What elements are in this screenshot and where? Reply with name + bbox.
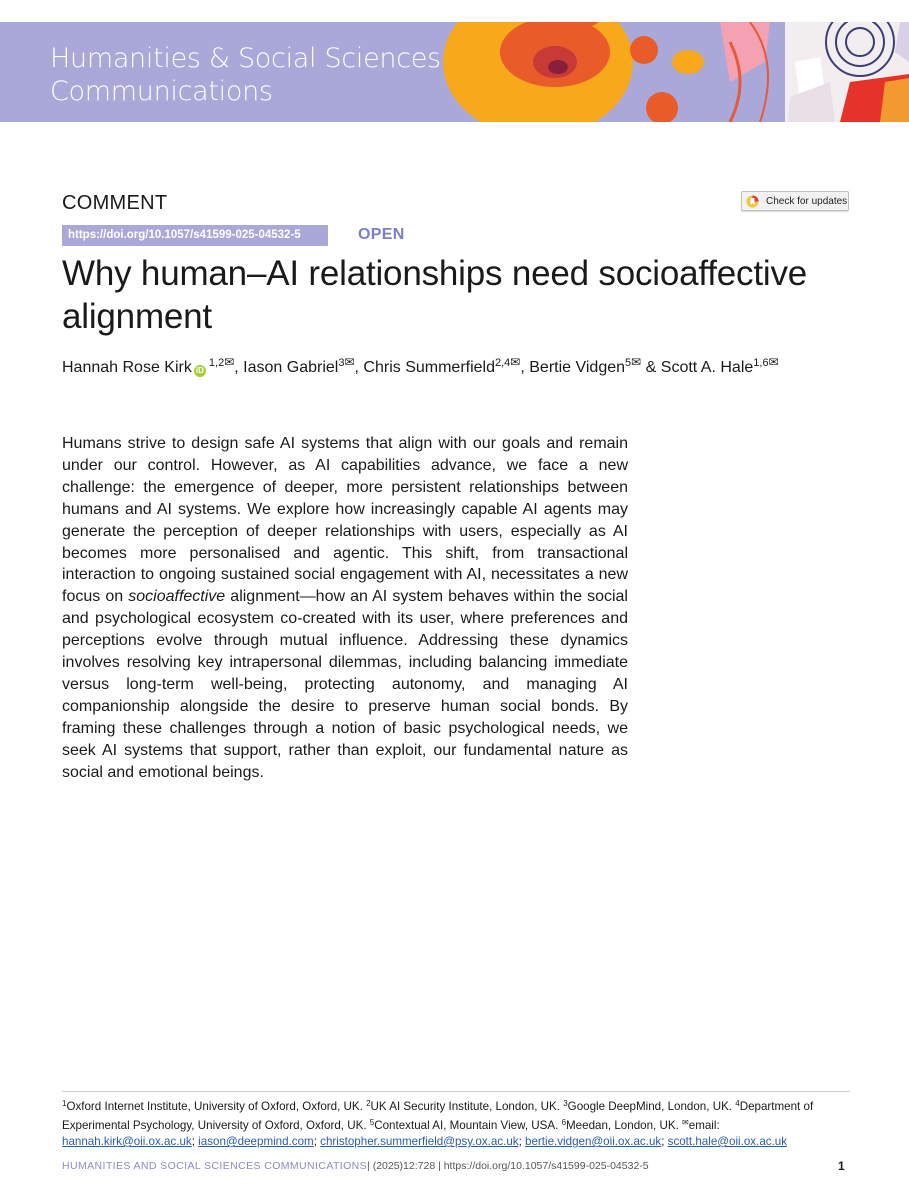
email-icon: ✉ (682, 1118, 689, 1127)
author-affiliation: 1,6✉ (753, 355, 779, 369)
footer-journal-name[interactable]: HUMANITIES AND SOCIAL SCIENCES COMMUNICATIONS (62, 1160, 368, 1172)
footnote-number: 6 (561, 1118, 567, 1127)
email-link[interactable]: iason@deepmind.com (198, 1135, 314, 1148)
check-for-updates-button[interactable] (741, 191, 849, 211)
email-link[interactable]: scott.hale@oii.ox.ac.uk (667, 1135, 788, 1148)
author-affiliation: 2,4✉ (495, 355, 521, 369)
journal-banner (0, 22, 909, 122)
affiliation-text: Contextual AI, Mountain View, USA. (374, 1119, 562, 1132)
doi-link[interactable]: https://doi.org/10.1057/s41599-025-04532-5 (62, 225, 328, 246)
abstract-text-part2: alignment—how an AI system behaves within the social and psychological ecosystem co-created with its user, where preferences and perceptions evolve through mutual influence. Addressing these dynamics involves resolving key intrapersonal dilemmas, including balancing immediate versus long-term well-being, protecting autonomy, and managing AI companionship alongside the desire to preserve human social bonds. By framing these challenges through a notion of basic psychological needs, we seek AI systems that support, rather than exploit, our fundamental nature as social and emotional beings. (62, 588, 628, 781)
email-icon[interactable]: ✉ (510, 355, 521, 369)
author-name[interactable]: Iason Gabriel (243, 359, 339, 376)
abstract-text-part1: Humans strive to design safe AI systems that align with our goals and remain under our control. However, as AI capabilities advance, we face a new challenge: the emergence of deeper, more persistent relationships between humans and AI systems. We explore how increasingly capable AI agents may generate the perception of deeper relationships with users, especially as AI becomes more personalised and agentic. This shift, from transactional interaction to ongoing sustained social engagement with AI, necessitates a new focus on (62, 435, 628, 606)
author-name[interactable]: Bertie Vidgen (529, 359, 626, 376)
footnote-number: 5 (369, 1118, 375, 1127)
page-number: 1 (838, 1159, 845, 1173)
abstract-emphasis: socioaffective (128, 588, 226, 606)
footnote-number: 2 (366, 1099, 371, 1108)
affiliation-text: UK AI Security Institute, London, UK. (370, 1100, 564, 1113)
author-affiliation: 1,2✉ (205, 355, 235, 369)
email-link[interactable]: christopher.summerfield@psy.ox.ac.uk (320, 1135, 519, 1148)
affiliation-text: Department of Experimental Psychology, University of Oxford, Oxford, UK. (62, 1100, 814, 1132)
article-type: COMMENT (62, 192, 168, 214)
abstract (62, 433, 628, 784)
footnote-divider (62, 1091, 850, 1092)
email-icon[interactable]: ✉ (344, 355, 355, 369)
affiliation-footnotes: $^1$Oxford Internet Institute, University of Oxford, Oxford, UK. $^2$UK AI Security Institute, London, UK. $^3$Google DeepMind, London, UK. $^4$Department of Experimental Psychology, University of Oxford, Oxford, UK. $^5$Contextual AI, Mountain View, USA. $^6$Meedan, London, UK. ✉email: hannah.kirk@oii.ox.ac.uk; iason@deepmind.com; christopher.summerfield@psy.ox.ac.uk; bertie.vidgen@oii.ox.ac.uk; scott.hale@oii.ox.ac.uk (62, 1099, 814, 1148)
author-list: Hannah Rose Kirk iD $^{1,2✉}$, Iason Gabriel$^{3✉}$, Chris Summerfield$^{2,4✉}$, Bertie Vidgen$^{5✉}$ & Scott A. Hale$^{1,6✉}$ (62, 355, 779, 376)
affiliation-text: Oxford Internet Institute, University of Oxford, Oxford, UK. (66, 1100, 367, 1113)
author-affiliation: 5✉ (625, 355, 642, 369)
author-name[interactable]: Hannah Rose Kirk (62, 359, 192, 376)
email-label: email: (688, 1119, 720, 1132)
journal-name-line1: Humanities & Social Sciences (50, 43, 441, 74)
page-footer (62, 1160, 850, 1172)
orcid-icon[interactable]: iD (195, 366, 204, 375)
footer-citation: | (2025)12:728 | https://doi.org/10.1057/s41599-025-04532-5 (367, 1160, 649, 1172)
author-affiliation: 3✉ (338, 355, 355, 369)
journal-name[interactable] (50, 42, 441, 108)
email-link[interactable]: hannah.kirk@oii.ox.ac.uk (62, 1135, 192, 1148)
article-title: Why human–AI relationships need socioaffective alignment (62, 254, 808, 336)
author-name[interactable]: Scott A. Hale (660, 359, 754, 376)
open-access-label: OPEN (358, 226, 405, 243)
affiliation-text: Meedan, London, UK. (566, 1119, 683, 1132)
footnote-number: 1 (62, 1099, 67, 1108)
email-icon[interactable]: ✉ (631, 355, 642, 369)
journal-name-line2: Communications (50, 76, 273, 107)
footnote-number: 4 (735, 1099, 740, 1108)
check-updates-icon (746, 195, 759, 208)
email-icon[interactable]: ✉ (224, 355, 235, 369)
affiliation-text: Google DeepMind, London, UK. (567, 1100, 736, 1113)
footnote-number: 3 (563, 1099, 568, 1108)
author-name[interactable]: Chris Summerfield (363, 359, 495, 376)
check-updates-label: Check for updates (766, 196, 848, 207)
email-icon[interactable]: ✉ (768, 355, 779, 369)
banner-artwork (430, 22, 909, 122)
email-link[interactable]: bertie.vidgen@oii.ox.ac.uk (525, 1135, 662, 1148)
